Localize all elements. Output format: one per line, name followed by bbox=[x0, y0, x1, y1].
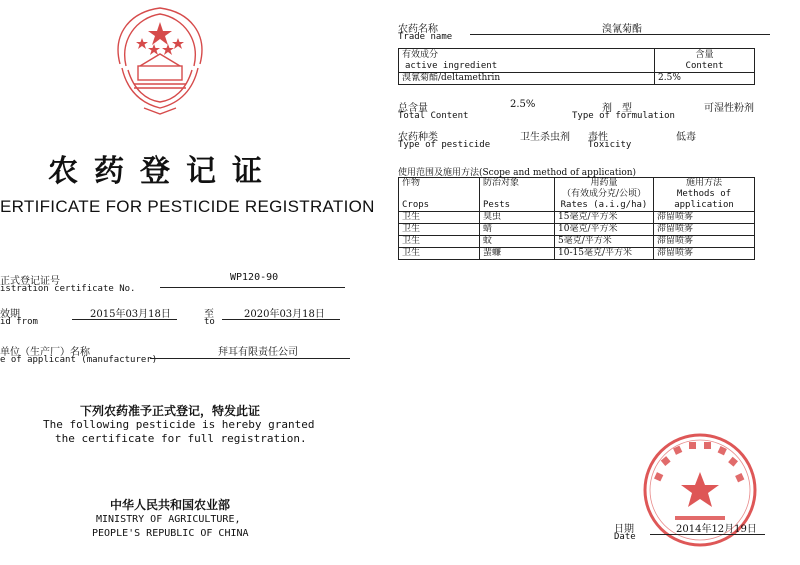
scope-cell: 滞留喷雾 bbox=[654, 248, 755, 260]
scope-cell: 蜻 bbox=[480, 224, 555, 236]
scope-cell: 5毫克/平方米 bbox=[555, 236, 654, 248]
grant-statement-cn: 下列农药准予正式登记，特发此证 bbox=[80, 404, 261, 418]
ai-row-content: 2.5% bbox=[655, 73, 755, 85]
scope-cell: 滞留喷雾 bbox=[654, 236, 755, 248]
scope-cell: 卫生 bbox=[399, 236, 480, 248]
total-content-label-cn: 总含量 bbox=[398, 103, 428, 114]
formulation-value: 可湿性粉剂 bbox=[704, 103, 754, 114]
scope-header-pests-en: Pests bbox=[483, 200, 511, 210]
table-row bbox=[399, 212, 755, 224]
validity-to-value: 2020年03月18日 bbox=[244, 309, 325, 320]
scope-header-crops-cn: 作物 bbox=[402, 178, 421, 188]
scope-cell: 滞留喷雾 bbox=[654, 212, 755, 224]
validity-to-en: to bbox=[204, 317, 215, 327]
total-content-value: 2.5% bbox=[510, 99, 536, 110]
scope-cell: 卫生 bbox=[399, 212, 480, 224]
scope-header-methods-cn: 施用方法 bbox=[685, 178, 722, 188]
ai-row-name: 溴氰菊酯/deltamethrin bbox=[399, 73, 655, 85]
pesticide-type-label-cn: 农药种类 bbox=[398, 132, 438, 143]
certificate-title-cn: 农药登记证 bbox=[48, 154, 278, 189]
grant-statement-en-line1: The following pesticide is hereby granted bbox=[43, 418, 315, 431]
table-row bbox=[399, 224, 755, 236]
applicant-underline bbox=[150, 358, 350, 359]
scope-header-methods-en2: application bbox=[674, 200, 734, 210]
toxicity-value: 低毒 bbox=[676, 132, 696, 143]
national-emblem bbox=[110, 4, 210, 116]
trade-name-label-en: Trade name bbox=[398, 32, 453, 42]
applicant-label-en: e of applicant (manufacturer) bbox=[0, 355, 158, 365]
applicant-value: 拜耳有限责任公司 bbox=[218, 347, 298, 358]
scope-cell: 卫生 bbox=[399, 224, 480, 236]
scope-cell: 10-15毫克/平方米 bbox=[555, 248, 654, 260]
table-row bbox=[399, 248, 755, 260]
content-header-cn: 含量 bbox=[695, 50, 714, 60]
reg-no-value: WP120-90 bbox=[230, 272, 279, 283]
scope-cell: 滞留喷雾 bbox=[654, 224, 755, 236]
validity-from-value: 2015年03月18日 bbox=[90, 309, 171, 320]
trade-name-underline bbox=[470, 34, 770, 35]
ministry-name-en-line1: MINISTRY OF AGRICULTURE, bbox=[96, 514, 241, 525]
reg-no-underline bbox=[160, 287, 345, 288]
pesticide-type-value: 卫生杀虫剂 bbox=[520, 132, 570, 143]
scope-header-rates-en: Rates (a.i.g/ha) bbox=[560, 200, 648, 210]
ministry-name-cn: 中华人民共和国农业部 bbox=[110, 498, 231, 512]
scope-table bbox=[398, 177, 755, 260]
certificate-title-en: ERTIFICATE FOR PESTICIDE REGISTRATION bbox=[0, 197, 375, 216]
table-row bbox=[399, 236, 755, 248]
validity-from-underline bbox=[72, 319, 177, 320]
content-header-en: Content bbox=[685, 61, 724, 71]
validity-label-en: id from bbox=[0, 317, 38, 327]
scope-cell: 臭虫 bbox=[480, 212, 555, 224]
toxicity-label-en: Toxicity bbox=[588, 140, 632, 150]
pesticide-type-label-en: Type of pesticide bbox=[398, 140, 491, 150]
scope-header-pests-cn: 防治对象 bbox=[483, 178, 520, 188]
date-label-cn: 日期 bbox=[614, 524, 634, 535]
trade-name-label-cn: 农药名称 bbox=[398, 24, 438, 35]
applicant-label-cn: 单位（生产厂）名称 bbox=[0, 347, 90, 358]
scope-header-crops-en: Crops bbox=[402, 200, 430, 210]
formulation-label-cn: 剂 型 bbox=[602, 103, 632, 114]
scope-cell: 10毫克/平方米 bbox=[555, 224, 654, 236]
scope-cell: 蚊 bbox=[480, 236, 555, 248]
trade-name-value: 溴氰菊酯 bbox=[602, 24, 642, 35]
validity-to-underline bbox=[222, 319, 340, 320]
scope-cell: 卫生 bbox=[399, 248, 480, 260]
reg-no-label-en: istration certificate No. bbox=[0, 284, 136, 294]
grant-statement-en-line2: the certificate for full registration. bbox=[55, 432, 307, 445]
scope-header-rates-cn: 用药量 bbox=[590, 178, 618, 188]
scope-title: 使用范围及施用方法(Scope and method of application) bbox=[398, 168, 637, 178]
date-value: 2014年12月19日 bbox=[676, 524, 757, 535]
scope-cell: 15毫克/平方米 bbox=[555, 212, 654, 224]
total-content-label-en: Total Content bbox=[398, 111, 469, 121]
formulation-label-en: Type of formulation bbox=[572, 111, 675, 121]
ai-header-cn: 有效成分 bbox=[402, 50, 439, 60]
validity-to-cn: 至 bbox=[204, 309, 214, 320]
date-label-en: Date bbox=[614, 532, 636, 542]
scope-header-methods-en: Methods of bbox=[676, 189, 732, 199]
validity-label-cn: 效期 bbox=[0, 309, 20, 320]
ai-header-en: active ingredient bbox=[405, 61, 498, 71]
emblem-icon bbox=[110, 4, 210, 116]
date-underline bbox=[650, 534, 765, 535]
scope-cell: 蜚蠊 bbox=[480, 248, 555, 260]
toxicity-label-cn: 毒性 bbox=[588, 132, 608, 143]
active-ingredient-table bbox=[398, 48, 755, 85]
reg-no-label-cn: 正式登记证号 bbox=[0, 276, 60, 287]
ministry-name-en-line2: PEOPLE'S REPUBLIC OF CHINA bbox=[92, 528, 249, 539]
scope-header-rates-cn2: （有效成分克/公顷） bbox=[561, 189, 647, 199]
